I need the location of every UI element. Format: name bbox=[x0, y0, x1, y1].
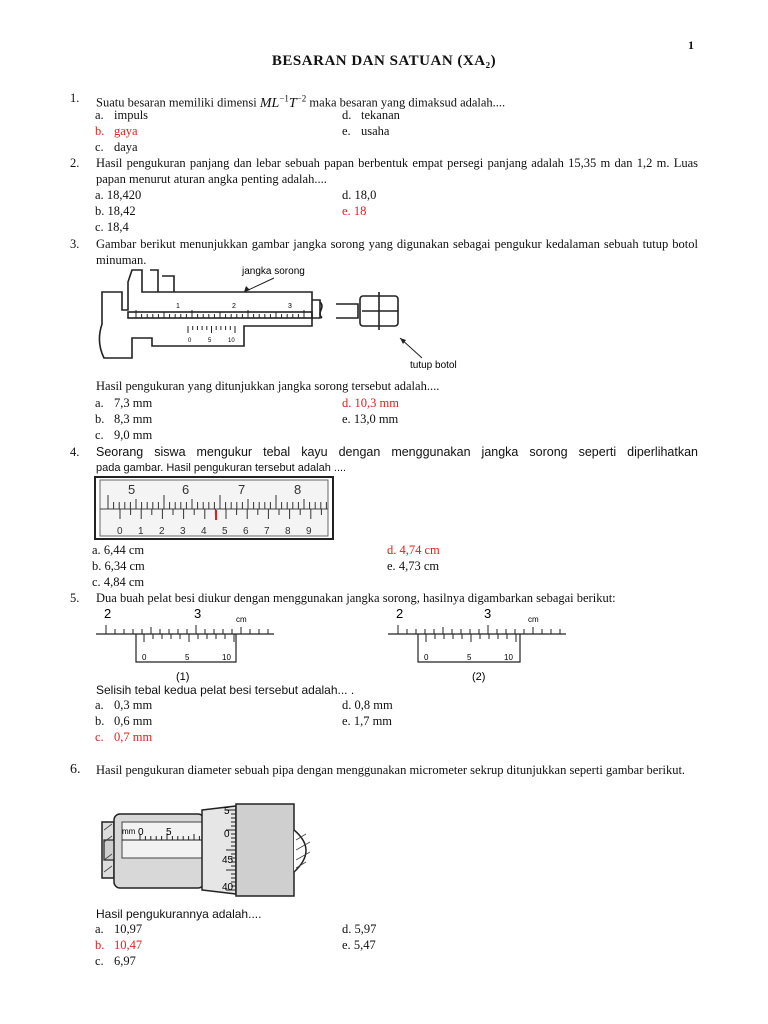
scale-number: 3 bbox=[288, 303, 292, 310]
vernier-number: 10 bbox=[222, 653, 231, 662]
thimble-number: 0 bbox=[224, 829, 230, 840]
option-c[interactable]: c. 9,0 mm bbox=[95, 428, 153, 442]
vernier-number: 5 bbox=[467, 653, 472, 662]
option-e-correct[interactable]: e. 18 bbox=[342, 204, 367, 218]
question-number: 6. bbox=[70, 762, 81, 777]
page-number: 1 bbox=[688, 38, 694, 52]
question-number: 2. bbox=[70, 156, 80, 170]
question-stem: Seorang siswa mengukur tebal kayu dengan menggunakan jangka sorong seperti diperlihatkan pada gambar. Hasil pengukuran tersebut adalah .... bbox=[96, 445, 698, 474]
option-a[interactable]: a. 6,44 cm bbox=[92, 543, 145, 557]
dimension-formula: $ML^{-1}T^{-2}$ bbox=[259, 93, 307, 111]
vernier-number: 5 bbox=[222, 526, 228, 537]
option-d-correct[interactable]: d. 4,74 cm bbox=[387, 543, 440, 557]
vernier-number: 6 bbox=[243, 526, 249, 537]
question-stem: Hasil pengukuran diameter sebuah pipa dengan menggunakan micrometer sekrup ditunjukkan seperti gambar berikut. bbox=[96, 763, 686, 777]
option-e[interactable]: e. 5,47 bbox=[342, 938, 376, 952]
option-d[interactable]: d. 0,8 mm bbox=[342, 698, 393, 712]
sleeve-number: 5 bbox=[166, 827, 172, 838]
option-a[interactable]: a. 0,3 mm bbox=[95, 698, 153, 712]
vernier-number: 10 bbox=[228, 338, 235, 344]
vernier-number: 0 bbox=[117, 526, 123, 537]
scale-number: 2 bbox=[232, 303, 236, 310]
question-number: 1. bbox=[70, 91, 80, 105]
thimble-number: 40 bbox=[222, 882, 234, 893]
question-stem: Gambar berikut menunjukkan gambar jangka sorong yang digunakan sebagai pengukur kedalaman sebuah tutup botol minuman. bbox=[96, 237, 698, 267]
thimble-number: 5 bbox=[224, 806, 230, 817]
vernier-number: 4 bbox=[201, 526, 207, 537]
unit-label: cm bbox=[236, 615, 247, 624]
question-6 bbox=[70, 762, 698, 778]
option-b[interactable]: b. 6,34 cm bbox=[92, 559, 145, 573]
option-c[interactable]: c. 18,4 bbox=[95, 220, 129, 234]
option-e[interactable]: e. 4,73 cm bbox=[387, 559, 440, 573]
vernier-number: 8 bbox=[285, 526, 291, 537]
label-cap: tutup botol bbox=[410, 360, 457, 371]
question-6-prompt: Hasil pengukurannya adalah.... bbox=[96, 907, 262, 921]
option-d[interactable]: d. 18,0 bbox=[342, 188, 377, 202]
question-3-prompt: Hasil pengukuran yang ditunjukkan jangka sorong tersebut adalah.... bbox=[96, 379, 440, 393]
vernier-number: 2 bbox=[159, 526, 165, 537]
question-4 bbox=[70, 444, 698, 476]
thimble-number: 45 bbox=[222, 855, 234, 866]
option-c-correct[interactable]: c. 0,7 mm bbox=[95, 730, 153, 744]
option-c[interactable]: c. 4,84 cm bbox=[92, 575, 145, 589]
question-stem: Dua buah pelat besi diukur dengan menggunakan jangka sorong, hasilnya digambarkan sebagai berikut: bbox=[96, 591, 616, 605]
option-e[interactable]: e. usaha bbox=[342, 124, 390, 138]
sleeve-unit: mm bbox=[122, 827, 136, 836]
main-number: 3 bbox=[484, 606, 492, 621]
question-5-prompt: Selisih tebal kedua pelat besi tersebut adalah... . bbox=[96, 683, 355, 697]
option-b[interactable]: b. 0,6 mm bbox=[95, 714, 153, 728]
main-number: 2 bbox=[104, 606, 112, 621]
question-number: 3. bbox=[70, 237, 80, 251]
question-stem: Suatu besaran memiliki dimensi $ML^{-1}T^{-2}$ maka besaran yang dimaksud adalah.... bbox=[96, 93, 506, 111]
option-d[interactable]: d. 5,97 bbox=[342, 922, 377, 936]
caliper-scale-figure bbox=[94, 476, 334, 540]
option-b[interactable]: b. 8,3 mm bbox=[95, 412, 153, 426]
option-d[interactable]: d. tekanan bbox=[342, 108, 400, 122]
vernier-number: 9 bbox=[306, 526, 312, 537]
vernier-number: 0 bbox=[188, 338, 192, 344]
main-number: 5 bbox=[128, 482, 136, 497]
main-number: 7 bbox=[238, 482, 246, 497]
unit-label: cm bbox=[528, 615, 539, 624]
caliper-figure-2 bbox=[388, 604, 568, 684]
vernier-number: 0 bbox=[142, 653, 147, 662]
option-b-correct[interactable]: b. gaya bbox=[95, 124, 138, 138]
figure-caption: (1) bbox=[176, 671, 190, 683]
document-title: BESARAN DAN SATUAN (XA₂) bbox=[271, 53, 497, 69]
vernier-number: 10 bbox=[504, 653, 513, 662]
vernier-number: 0 bbox=[424, 653, 429, 662]
question-number: 5. bbox=[70, 591, 80, 605]
option-a[interactable]: a. 7,3 mm bbox=[95, 396, 153, 410]
option-a[interactable]: a. 18,420 bbox=[95, 188, 142, 202]
caliper-figure-1 bbox=[96, 604, 276, 684]
option-c[interactable]: c. 6,97 bbox=[95, 954, 136, 968]
caliper-depth-figure bbox=[92, 262, 457, 374]
option-b-correct[interactable]: b. 10,47 bbox=[95, 938, 143, 952]
option-a[interactable]: a. impuls bbox=[95, 108, 149, 122]
sleeve-number: 0 bbox=[138, 827, 144, 838]
option-e[interactable]: e. 13,0 mm bbox=[342, 412, 399, 426]
option-d-correct[interactable]: d. 10,3 mm bbox=[342, 396, 399, 410]
vernier-number: 5 bbox=[185, 653, 190, 662]
option-c[interactable]: c. daya bbox=[95, 140, 138, 154]
option-e[interactable]: e. 1,7 mm bbox=[342, 714, 393, 728]
label-caliper: jangka sorong bbox=[242, 266, 305, 277]
question-stem: Hasil pengukuran panjang dan lebar sebuah papan berbentuk empat persegi panjang adalah 15,35 m dan 1,2 m. Luas papan menurut aturan angka penting adalah.... bbox=[96, 156, 698, 186]
main-number: 3 bbox=[194, 606, 202, 621]
main-number: 8 bbox=[294, 482, 302, 497]
vernier-number: 1 bbox=[138, 526, 144, 537]
question-number: 4. bbox=[70, 445, 80, 459]
figure-caption: (2) bbox=[472, 671, 486, 683]
micrometer-figure bbox=[96, 800, 320, 900]
option-b[interactable]: b. 18,42 bbox=[95, 204, 136, 218]
vernier-number: 3 bbox=[180, 526, 186, 537]
scale-number: 1 bbox=[176, 303, 180, 310]
main-number: 6 bbox=[182, 482, 190, 497]
option-a[interactable]: a. 10,97 bbox=[95, 922, 143, 936]
main-number: 2 bbox=[396, 606, 404, 621]
question-2 bbox=[70, 155, 698, 187]
vernier-number: 7 bbox=[264, 526, 270, 537]
vernier-number: 5 bbox=[208, 338, 212, 344]
